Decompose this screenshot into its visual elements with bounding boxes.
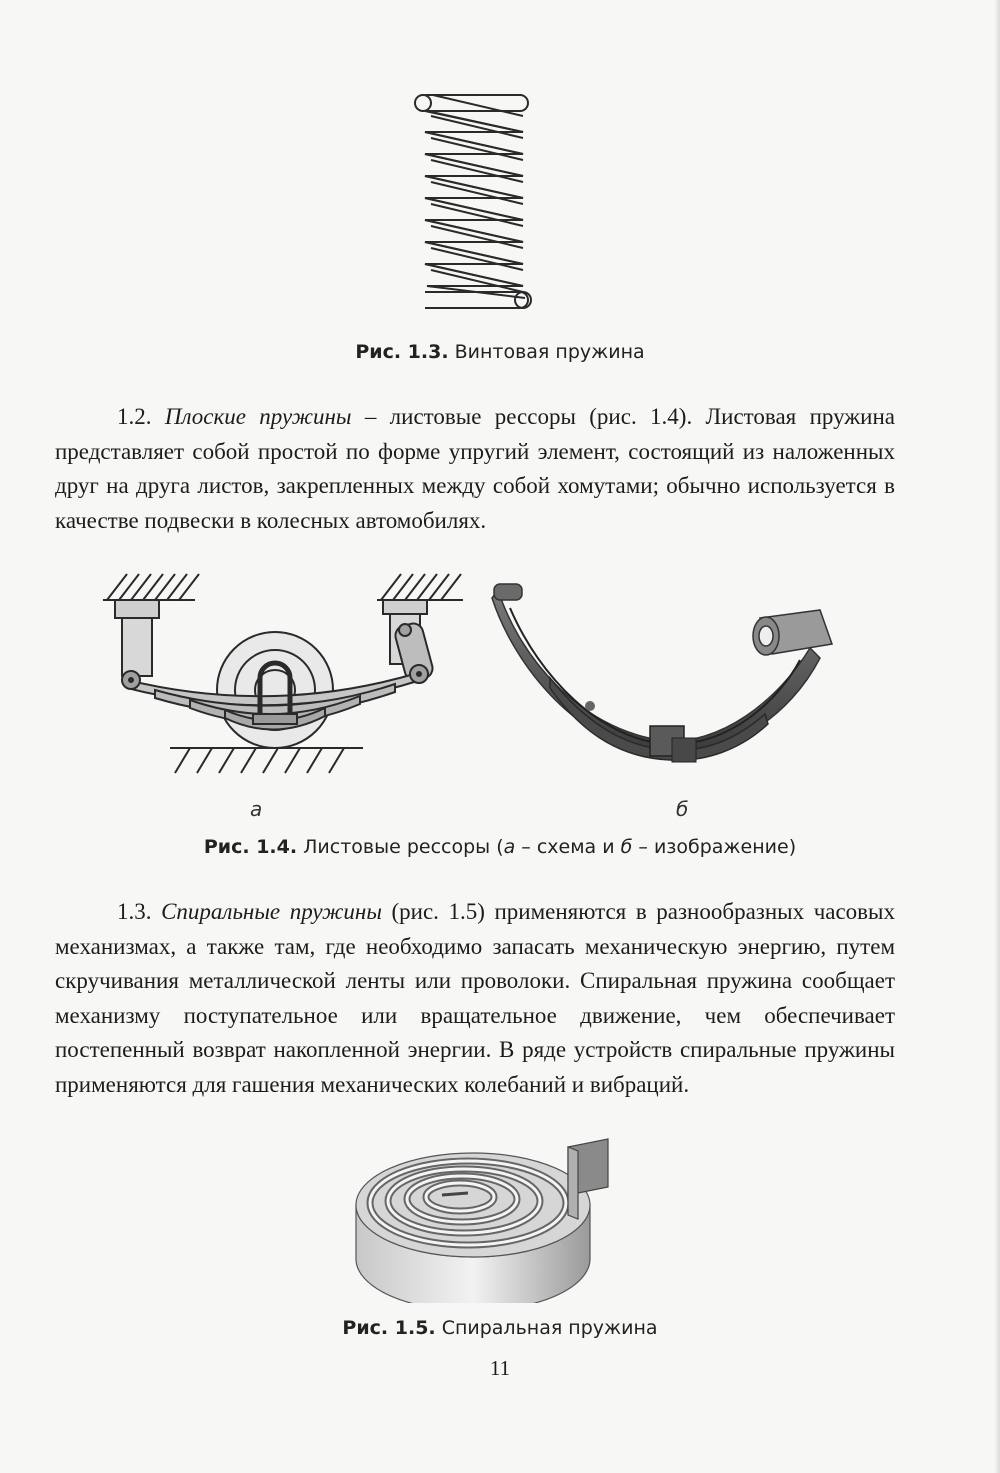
page-number: 11 bbox=[489, 1356, 511, 1380]
figure-title-a: а bbox=[503, 836, 516, 858]
page-edge-shadow bbox=[994, 0, 1000, 1473]
subfigure-b-label: б bbox=[676, 797, 689, 821]
figure-title: Спиральная пружина bbox=[441, 1317, 658, 1339]
figure-title-end: – изображение) bbox=[632, 836, 797, 858]
section-number: 1.2. bbox=[117, 404, 152, 429]
figure-title: Винтовая пружина bbox=[454, 341, 645, 363]
leaf-spring-photo bbox=[490, 578, 840, 768]
term: Спиральные пружины bbox=[161, 899, 382, 924]
spiral-spring-figure bbox=[350, 1133, 630, 1303]
paragraph-text: (рис. 1.5) применяются в разнообразных часовых механизмах, а также там, где необходимо запасать механическую энергию, путем скручивания металлической ленты или проволоки. Спиральная пружина сообщает механизму поступательное или вращательное движение, чем обеспечивает постепенный возврат накопленной энергии. В ряде устройств спиральные пружины применяются для гашения механических колебаний и вибраций. bbox=[55, 899, 895, 1097]
figure-1-3-caption bbox=[0, 341, 1000, 363]
leaf-spring-schematic bbox=[95, 568, 475, 778]
figure-label: Рис. 1.5. bbox=[342, 1317, 436, 1339]
figure-label: Рис. 1.4. bbox=[203, 836, 298, 858]
paragraph-spiral-springs bbox=[55, 895, 895, 1102]
helical-spring-figure bbox=[405, 88, 545, 318]
figure-title-mid: – схема и bbox=[515, 836, 621, 858]
figure-label: Рис. 1.3. bbox=[355, 341, 449, 363]
figure-1-5-caption bbox=[0, 1317, 1000, 1339]
figure-title-start: Листовые рессоры ( bbox=[303, 836, 504, 858]
figure-title-b: б bbox=[620, 836, 633, 858]
figure-1-4-caption bbox=[0, 836, 1000, 858]
paragraph-text: – листовые рессоры (рис. 1.4). Листовая пружина представляет собой простой по форме упругий элемент, состоящий из наложенных друг на друга листов, закрепленных между собой хомутами; обычно используется в качестве подвески в колесных автомобилях. bbox=[55, 404, 895, 533]
subfigure-a-label: а bbox=[250, 797, 263, 821]
term: Плоские пружины bbox=[164, 404, 352, 429]
paragraph-flat-springs bbox=[55, 400, 895, 538]
section-number: 1.3. bbox=[117, 899, 152, 924]
